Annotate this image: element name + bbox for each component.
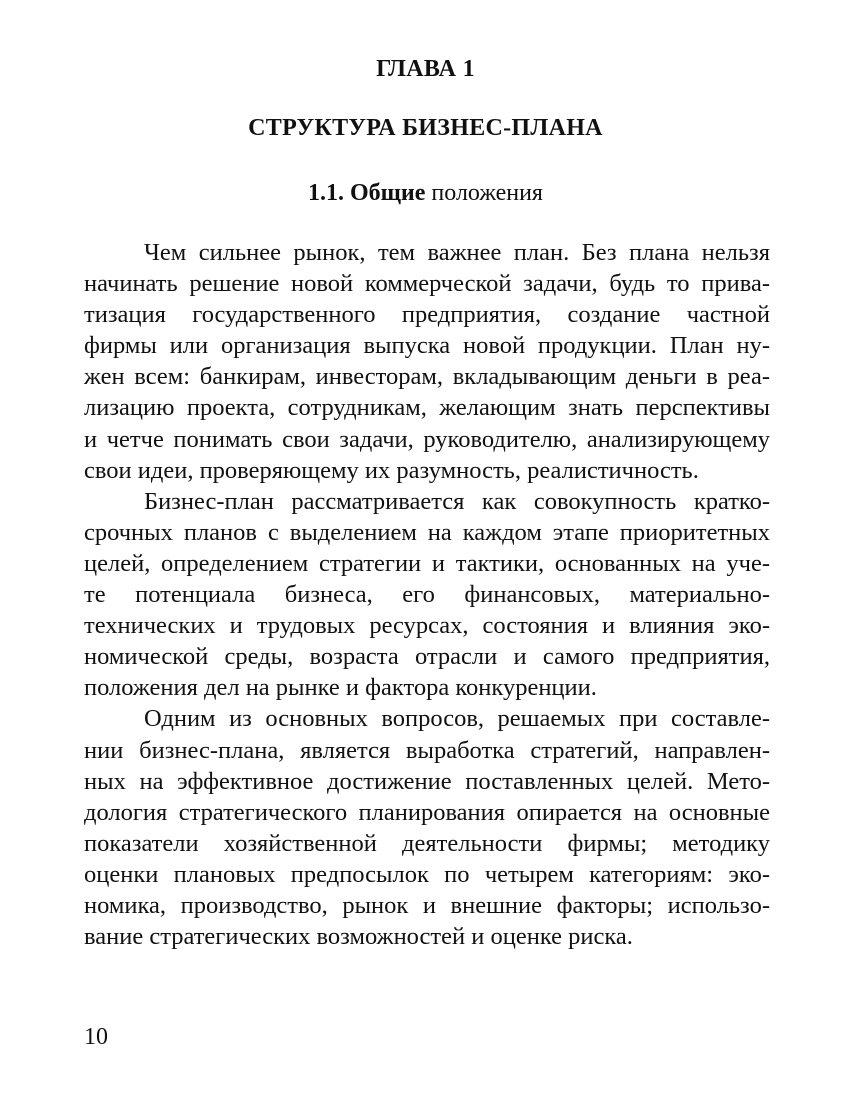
paragraph-3	[84, 703, 770, 952]
section-title-bold: Общие	[350, 180, 426, 206]
chapter-heading: ГЛАВА 1	[376, 56, 475, 82]
text-line: свои идеи, проверяющему их разумность, реалистичность.	[84, 456, 699, 484]
body-text	[84, 237, 770, 952]
page-number: 10	[84, 1024, 108, 1050]
text-line: целей, определением стратегии и тактики, основанных на уче-	[84, 549, 770, 577]
text-line: показатели хозяйственной деятельности фирмы; методику	[84, 829, 770, 857]
text-line: лизацию проекта, сотрудникам, желающим знать перспективы	[84, 394, 770, 422]
text-line: оценки плановых предпосылок по четырем категориям: эко-	[84, 860, 770, 888]
chapter-title: СТРУКТУРА БИЗНЕС-ПЛАНА	[248, 115, 603, 141]
text-line: срочных планов с выделением на каждом этапе приоритетных	[84, 518, 770, 546]
text-line: положения дел на рынке и фактора конкуренции.	[84, 674, 597, 702]
section-number: 1.1.	[308, 180, 344, 206]
paragraph-1	[84, 237, 770, 486]
text-line: и четче понимать свои задачи, руководителю, анализирующему	[84, 425, 770, 453]
text-line: нии бизнес-плана, является выработка стратегий, направлен-	[84, 736, 770, 764]
text-line: ных на эффективное достижение поставленных целей. Мето-	[84, 767, 770, 795]
text-line: тизация государственного предприятия, создание частной	[84, 301, 770, 329]
text-line: номической среды, возраста отрасли и самого предприятия,	[84, 643, 770, 671]
text-line: Бизнес-план рассматривается как совокупность кратко-	[144, 487, 770, 515]
text-line: дология стратегического планирования опирается на основные	[84, 798, 770, 826]
text-line: номика, производство, рынок и внешние факторы; использо-	[84, 891, 770, 919]
text-line: вание стратегических возможностей и оценке риска.	[84, 923, 633, 951]
text-line: начинать решение новой коммерческой задачи, будь то прива-	[84, 270, 770, 298]
text-line: те потенциала бизнеса, его финансовых, материально-	[84, 581, 770, 609]
section-heading	[0, 178, 851, 208]
text-line: технических и трудовых ресурсах, состояния и влияния эко-	[84, 612, 770, 640]
paragraph-2	[84, 486, 770, 704]
section-title-rest: положения	[431, 180, 543, 206]
text-line: Одним из основных вопросов, решаемых при составле-	[144, 705, 770, 733]
text-line: Чем сильнее рынок, тем важнее план. Без плана нельзя	[144, 239, 770, 266]
text-line: жен всем: банкирам, инвесторам, вкладывающим деньги в реа-	[84, 363, 770, 391]
text-line: фирмы или организация выпуска новой продукции. План ну-	[84, 332, 770, 360]
